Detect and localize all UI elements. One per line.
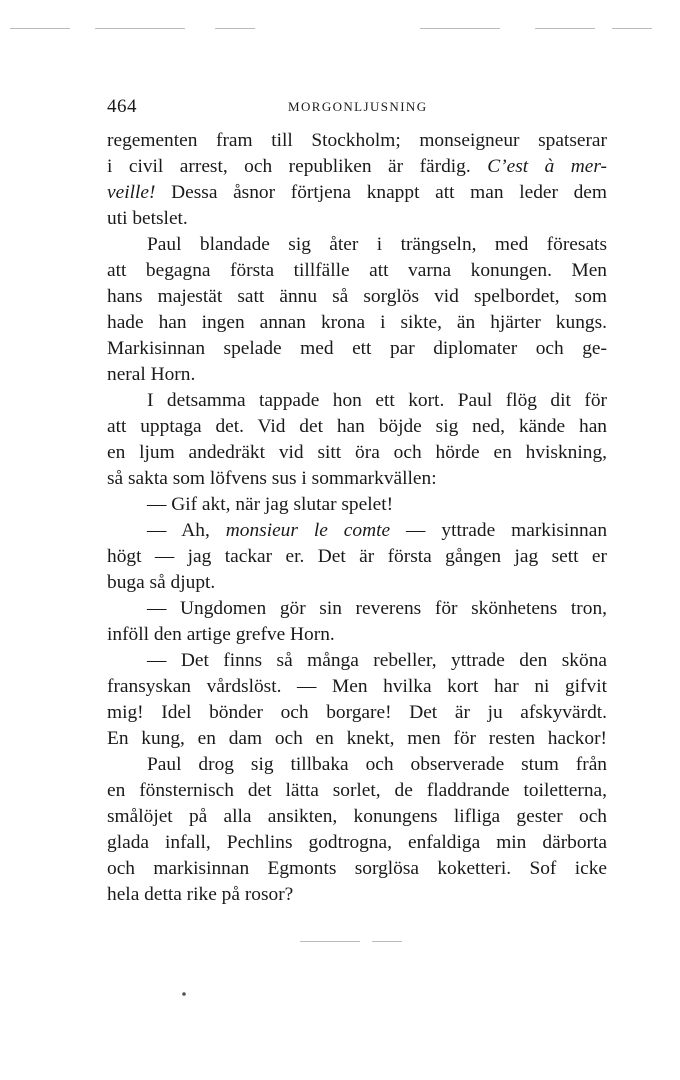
text-line: mig! Idel bönder och borgare! Det är ju afskyvärdt. (107, 702, 607, 723)
text-line: — Gif akt, när jag slutar spelet! (147, 494, 394, 515)
page-header (107, 96, 607, 122)
text-line: smålöjet på alla ansikten, konungens lifliga gester och (107, 806, 607, 827)
text-line: regementen fram till Stockholm; monseigneur spatserar (107, 130, 607, 151)
text-line: neral Horn. (107, 364, 196, 385)
scan-speck (420, 28, 500, 29)
text-line: veille! Dessa åsnor förtjena knappt att man leder dem (107, 182, 607, 203)
scan-speck (95, 28, 185, 29)
text-line: — Ah, monsieur le comte — yttrade markisinnan (147, 520, 608, 541)
italic-phrase: monsieur le comte (225, 520, 391, 541)
text-line: en ljum andedräkt vid sitt öra och hörde en hviskning, (107, 442, 607, 463)
scan-speck (182, 992, 186, 996)
text-line: — Ungdomen gör sin reverens för skönhetens tron, (147, 598, 607, 619)
scan-speck (535, 28, 595, 29)
scan-speck (372, 941, 402, 942)
italic-phrase: veille! (107, 182, 156, 203)
running-title: MORGONLJUSNING (288, 99, 428, 114)
text-line: Paul blandade sig åter i trängseln, med föresats (147, 234, 607, 255)
text-line: En kung, en dam och en knekt, men för resten hackor! (107, 728, 607, 749)
page-number: 464 (107, 96, 137, 117)
text-line: en fönsternisch det lätta sorlet, de fladdrande toiletterna, (107, 780, 607, 801)
text-line: inföll den artige grefve Horn. (107, 624, 335, 645)
text-line: så sakta som löfvens sus i sommarkvällen: (107, 468, 437, 489)
text-line: att begagna första tillfälle att varna konungen. Men (107, 260, 607, 281)
body-text (107, 128, 607, 908)
text-line: högt — jag tackar er. Det är första gången jag sett er (107, 546, 607, 567)
text-line: Paul drog sig tillbaka och observerade stum från (147, 754, 607, 775)
scan-speck (10, 28, 70, 29)
text-line: fransyskan vårdslöst. — Men hvilka kort har ni gifvit (107, 676, 607, 697)
text-line: I detsamma tappade hon ett kort. Paul flög dit för (147, 390, 607, 411)
text-line: — Det finns så många rebeller, yttrade den sköna (147, 650, 607, 671)
text-line: hela detta rike på rosor? (107, 884, 294, 905)
text-line: buga så djupt. (107, 572, 216, 593)
scan-speck (612, 28, 652, 29)
text-line: Markisinnan spelade med ett par diplomater och ge- (107, 338, 607, 359)
text-line: att upptaga det. Vid det han böjde sig ned, kände han (107, 416, 607, 437)
scan-speck (300, 941, 360, 942)
scan-speck (215, 28, 255, 29)
text-line: glada infall, Pechlins godtrogna, enfaldiga min därborta (107, 832, 607, 853)
text-line: hade han ingen annan krona i sikte, än hjärter kungs. (107, 312, 607, 333)
text-line: uti betslet. (107, 208, 188, 229)
italic-phrase: C’est à mer- (487, 156, 607, 177)
text-line: hans majestät satt ännu så sorglös vid spelbordet, som (107, 286, 607, 307)
text-line: och markisinnan Egmonts sorglösa koketteri. Sof icke (107, 858, 607, 879)
text-line: i civil arrest, och republiken är färdig. C’est à mer- (107, 156, 607, 177)
